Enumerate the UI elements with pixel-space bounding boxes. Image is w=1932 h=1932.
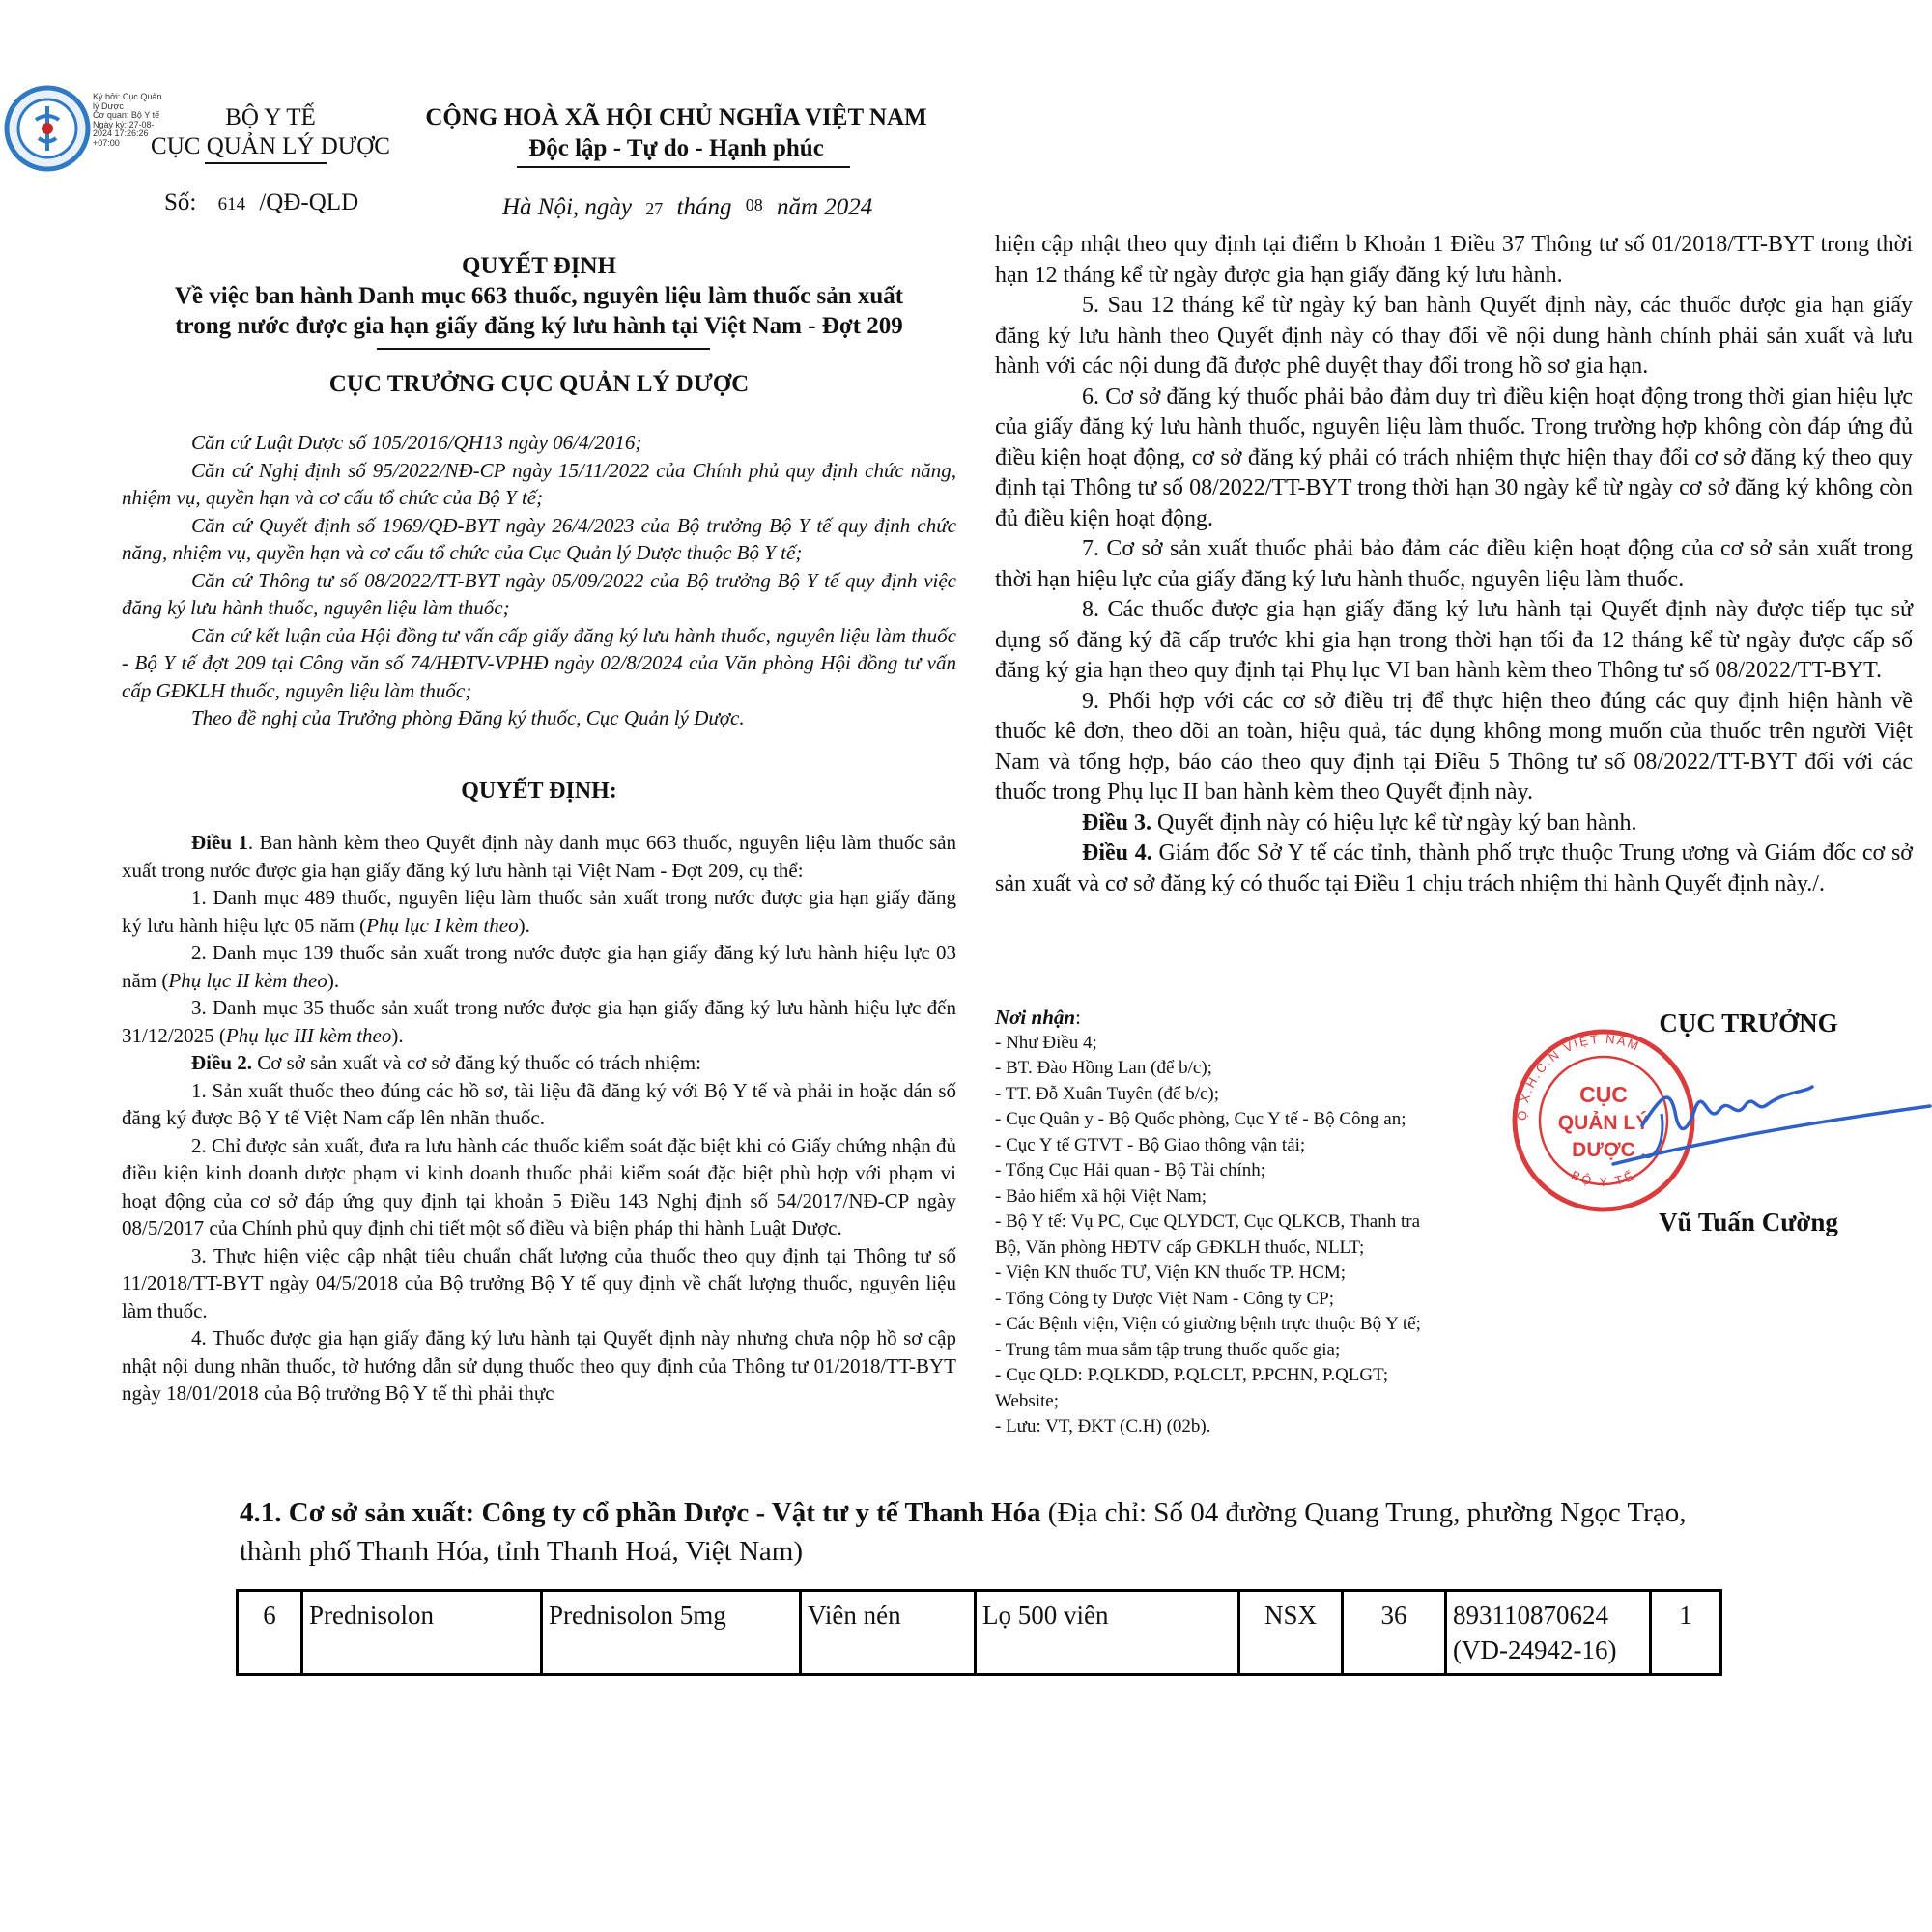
handwritten-signature bbox=[1613, 1087, 1930, 1164]
article-1-item-2: 2. Danh mục 139 thuốc sản xuất trong nước được gia hạn giấy đăng ký lưu hành hiệu lực 03 năm (Phụ lục II kèm theo). bbox=[122, 941, 956, 992]
ground-item: Căn cứ Luật Dược số 105/2016/QH13 ngày 06/4/2016; bbox=[191, 431, 642, 454]
cell-stt: 6 bbox=[238, 1591, 302, 1675]
ground-item: Căn cứ kết luận của Hội đồng tư vấn cấp giấy đăng ký lưu hành thuốc, nguyên liệu làm thuốc - Bộ Y tế đợt 209 tại Công văn số 74/HĐTV-VPHĐ ngày 02/8/2024 của Văn phòng Hội đồng tư vấn cấp GĐKLH thuốc, nguyên liệu làm thuốc; bbox=[122, 623, 956, 702]
article-1-item-1: 1. Danh mục 489 thuốc, nguyên liệu làm thuốc sản xuất trong nước được gia hạn giấy đăng ký lưu hành hiệu lực 05 năm (Phụ lục I kèm theo). bbox=[122, 886, 956, 937]
recipient-item: Website; bbox=[995, 1390, 1060, 1411]
recipient-item: - Lưu: VT, ĐKT (C.H) (02b). bbox=[995, 1416, 1211, 1436]
drug-table bbox=[236, 1589, 1722, 1676]
article-2-item-4-cont: hiện cập nhật theo quy định tại điểm b Khoản 1 Điều 37 Thông tư số 01/2018/TT-BYT trong thời hạn 12 tháng kể từ ngày được gia hạn giấy đăng ký lưu hành. bbox=[995, 232, 1913, 288]
stamp-arc-text: BỘ Y TẾ bbox=[1569, 1167, 1638, 1190]
recipient-item: - TT. Đỗ Xuân Tuyên (để b/c); bbox=[995, 1083, 1220, 1104]
table-row bbox=[238, 1591, 1721, 1675]
cell-standard: NSX bbox=[1239, 1591, 1343, 1675]
recipient-item: - Bộ Y tế: Vụ PC, Cục QLYDCT, Cục QLKCB, Thanh tra bbox=[995, 1211, 1420, 1232]
recipient-item: - Bảo hiểm xã hội Việt Nam; bbox=[995, 1185, 1208, 1207]
article-2-item: 7. Cơ sở sản xuất thuốc phải bảo đảm các điều kiện hoạt động của cơ sở sản xuất trong thời hạn hiệu lực của giấy đăng ký lưu hành thuốc, nguyên liệu làm thuốc. bbox=[995, 536, 1913, 592]
article-1: Điều 1. Ban hành kèm theo Quyết định này danh mục 663 thuốc, nguyên liệu làm thuốc sản xuất trong nước được gia hạn giấy đăng ký lưu hành tại Việt Nam - Đợt 209, cụ thể: bbox=[122, 831, 957, 882]
stamp-arc-text: Ộ X.H.C.N VIỆT NAM bbox=[1514, 1031, 1643, 1122]
authority-title: CỤC TRƯỞNG CỤC QUẢN LÝ DƯỢC bbox=[328, 371, 750, 397]
article-2-item: 5. Sau 12 tháng kể từ ngày ký ban hành Quyết định này, các thuốc được gia hạn giấy đăng ký lưu hành theo Quyết định này có thay đổi về nội dung hành chính phải sản xuất và lưu hành với các nội dung đã được phê duyệt thay đổi trong hồ sơ gia hạn. bbox=[995, 293, 1913, 379]
ground-item: Căn cứ Quyết định số 1969/QĐ-BYT ngày 26/4/2023 của Bộ trưởng Bộ Y tế quy định chức năng, nhiệm vụ, quyền hạn và cơ cấu tổ chức của Cục Quản lý Dược thuộc Bộ Y tế; bbox=[122, 513, 956, 564]
decision-title: QUYẾT ĐỊNH Về việc ban hành Danh mục 663 thuốc, nguyên liệu làm thuốc sản xuất trong nước được gia hạn giấy đăng ký lưu hành tại Việt Nam - Đợt 209 bbox=[174, 253, 904, 339]
cell-ingredient: Prednisolon 5mg bbox=[542, 1591, 801, 1675]
manufacturer-section bbox=[240, 1493, 1727, 1571]
recipient-item: - Cục Quân y - Bộ Quốc phòng, Cục Y tế - Bộ Công an; bbox=[995, 1109, 1406, 1129]
articles-left bbox=[122, 829, 956, 1407]
ground-item: Căn cứ Nghị định số 95/2022/NĐ-CP ngày 15/11/2022 của Chính phủ quy định chức năng, nhiệm vụ, quyền hạn và cơ cấu tổ chức của Bộ Y tế; bbox=[122, 458, 956, 509]
article-2-item: 3. Thực hiện việc cập nhật tiêu chuẩn chất lượng của thuốc theo quy định tại Thông tư số 11/2018/TT-BYT ngày 04/5/2018 của Bộ trưởng Bộ Y tế quy định về chất lượng thuốc, nguyên liệu làm thuốc. bbox=[122, 1243, 956, 1322]
document-number: Số: 614 /QĐ-QLD bbox=[164, 189, 359, 215]
signer-name: Vũ Tuấn Cường bbox=[1659, 1208, 1838, 1236]
article-2-item: 9. Phối hợp với các cơ sở điều trị để thực hiện theo đúng các quy định hiện hành về thuốc kê đơn, theo dõi an toàn, hiệu quả, tác dụng không mong muốn của thuốc trên người Việt Nam và tổng hợp, báo cáo theo quy định tại Điều 5 Thông tư số 08/2022/TT-BYT đối với các thuốc trong Phụ lục II ban hành kèm theo Quyết định này. bbox=[995, 688, 1913, 805]
cell-dosage-form: Viên nén bbox=[801, 1591, 976, 1675]
cell-registration: 893110870624 (VD-24942-16) bbox=[1446, 1591, 1651, 1675]
ground-item: Căn cứ Thông tư số 08/2022/TT-BYT ngày 05/09/2022 của Bộ trưởng Bộ Y tế quy định việc đăng ký lưu hành thuốc, nguyên liệu làm thuốc; bbox=[122, 568, 956, 619]
signer-title: CỤC TRƯỞNG bbox=[1659, 1009, 1838, 1037]
recipient-item: - Tổng Công ty Dược Việt Nam - Công ty CP; bbox=[995, 1288, 1334, 1309]
recipient-item: - Cục Y tế GTVT - Bộ Giao thông vận tải; bbox=[995, 1134, 1306, 1155]
recipient-item: - Các Bệnh viện, Viện có giường bệnh trực thuộc Bộ Y tế; bbox=[995, 1314, 1421, 1334]
recipient-item: - Trung tâm mua sắm tập trung thuốc quốc gia; bbox=[995, 1339, 1341, 1360]
article-4: Điều 4. Giám đốc Sở Y tế các tỉnh, thành phố trực thuộc Trung ương và Giám đốc cơ sở sản xuất và cơ sở đăng ký có thuốc tại Điều 1 chịu trách nhiệm thi hành Quyết định này./. bbox=[995, 840, 1914, 896]
article-2-item: 1. Sản xuất thuốc theo đúng các hồ sơ, tài liệu đã đăng ký với Bộ Y tế và phải in hoặc dán số đăng ký được Bộ Y tế Việt Nam cấp lên nhãn thuốc. bbox=[122, 1078, 956, 1129]
ministry-logo bbox=[4, 85, 91, 172]
nation-motto: Độc lập - Tự do - Hạnh phúc bbox=[528, 135, 824, 161]
article-2-item: 4. Thuốc được gia hạn giấy đăng ký lưu hành tại Quyết định này nhưng chưa nộp hồ sơ cập nhật nội dung nhãn thuốc, tờ hướng dẫn sử dụng thuốc theo quy định của Thông tư 01/2018/TT-BYT ngày 18/01/2018 của Bộ trưởng Bộ Y tế thì phải thực bbox=[122, 1326, 956, 1405]
articles-right bbox=[995, 230, 1913, 899]
department-underline bbox=[205, 162, 327, 164]
manufacturer-heading: 4.1. Cơ sở sản xuất: Công ty cổ phần Dược - Vật tư y tế Thanh Hóa bbox=[240, 1497, 1041, 1528]
issue-date: Hà Nội, ngày 27 tháng 08 năm 2024 bbox=[502, 194, 873, 220]
article-1-item-3: 3. Danh mục 35 thuốc sản xuất trong nước được gia hạn giấy đăng ký lưu hành hiệu lực đến 31/12/2025 (Phụ lục III kèm theo). bbox=[122, 996, 956, 1047]
legal-grounds bbox=[122, 429, 956, 732]
article-2-item: 6. Cơ sở đăng ký thuốc phải bảo đảm duy trì điều kiện hoạt động trong thời gian hiệu lực của giấy đăng ký lưu hành thuốc, nguyên liệu làm thuốc. Trong trường hợp không còn đáp ứng đủ điều kiện hoạt động, cơ sở đăng ký phải có trách nhiệm thực hiện thay đổi cơ sở đăng ký theo quy định tại Thông tư số 08/2022/TT-BYT trong thời hạn 30 ngày kể từ ngày cơ sở đăng ký không còn đủ điều kiện hoạt động. bbox=[995, 384, 1913, 531]
ministry-name: BỘ Y TẾ bbox=[225, 104, 316, 130]
cell-drug-name: Prednisolon bbox=[302, 1591, 542, 1675]
decision-heading: QUYẾT ĐỊNH: bbox=[461, 779, 617, 804]
department-name: CỤC QUẢN LÝ DƯỢC bbox=[151, 133, 390, 159]
article-3: Điều 3. Quyết định này có hiệu lực kể từ ngày ký ban hành. bbox=[1082, 810, 1637, 836]
motto-underline bbox=[517, 166, 850, 168]
ground-item: Theo đề nghị của Trưởng phòng Đăng ký thuốc, Cục Quản lý Dược. bbox=[191, 706, 745, 729]
recipient-item: Bộ, Văn phòng HĐTV cấp GĐKLH thuốc, NLLT; bbox=[995, 1236, 1365, 1258]
cell-batch: 1 bbox=[1651, 1591, 1721, 1675]
cell-packaging: Lọ 500 viên bbox=[976, 1591, 1239, 1675]
recipients-heading: Nơi nhận bbox=[995, 1006, 1076, 1029]
title-underline bbox=[377, 348, 710, 350]
stamp-text: QUẢN LÝ bbox=[1557, 1112, 1650, 1134]
cell-shelf-life: 36 bbox=[1343, 1591, 1446, 1675]
recipients-list: Nơi nhận: - Như Điều 4; - BT. Đào Hồng Lan (để b/c); - TT. Đỗ Xuân Tuyên (để b/c); - Cục Quân y - Bộ Quốc phòng, Cục Y tế - Bộ Công an; - Cục Y tế GTVT - Bộ Giao thông vận tải; - Tổng Cục Hải quan - Bộ Tài chính; - Bảo hiểm xã hội Việt Nam; - Bộ Y tế: Vụ PC, Cục QLYDCT, Cục QLKCB, Thanh tra Bộ, Văn phòng HĐTV cấp GĐKLH thuốc, NLLT; - Viện KN thuốc TƯ, Viện KN thuốc TP. HCM; - Tổng Công ty Dược Việt Nam - Công ty CP; - Các Bệnh viện, Viện có giường bệnh trực thuộc Bộ Y tế; - Trung tâm mua sắm tập trung thuốc quốc gia; - Cục QLD: P.QLKDD, P.QLCLT, P.PCHN, P.QLGT; Website; - Lưu: VT, ĐKT (C.H) (02b). bbox=[995, 1005, 1536, 1440]
article-2-item: 2. Chỉ được sản xuất, đưa ra lưu hành các thuốc kiểm soát đặc biệt khi có Giấy chứng nhận đủ điều kiện kinh doanh dược phạm vi kinh doanh thuốc phải kiểm soát đặc biệt phù hợp với phạm vi hoạt động của cơ sở đáp ứng quy định tại khoản 5 Điều 143 Nghị định số 54/2017/NĐ-CP ngày 08/5/2017 của Chính phủ quy định chi tiết một số điều và biện pháp thi hành Luật Dược. bbox=[122, 1133, 956, 1239]
manufacturer-address: (Địa chỉ: Số 04 đường Quang Trung, phường Ngọc Trạo, thành phố Thanh Hóa, tỉnh Thanh Hoá, Việt Nam) bbox=[240, 1497, 1687, 1567]
article-2: Điều 2. Cơ sở sản xuất và cơ sở đăng ký thuốc có trách nhiệm: bbox=[191, 1051, 701, 1074]
svg-text:BỘ Y TẾ bbox=[1569, 1168, 1637, 1190]
recipient-item: - Cục QLD: P.QLKDD, P.QLCLT, P.PCHN, P.QLGT; bbox=[995, 1365, 1388, 1385]
recipient-item: - Viện KN thuốc TƯ, Viện KN thuốc TP. HCM; bbox=[995, 1263, 1347, 1283]
stamp-text: CỤC bbox=[1579, 1082, 1628, 1107]
digital-sign-meta: Ký bởi: Cục Quản lý Dược Cơ quan: Bộ Y tế Ngày ký: 27-08- 2024 17:26:26 +07:00 bbox=[93, 92, 162, 148]
article-2-item: 8. Các thuốc được gia hạn giấy đăng ký lưu hành tại Quyết định này được tiếp tục sử dụng số đăng ký đã cấp trước khi gia hạn trong thời hạn tối đa 12 tháng kể từ ngày được cấp số đăng ký gia hạn theo quy định tại Phụ lục VI ban hành kèm theo Thông tư số 08/2022/TT-BYT. bbox=[995, 597, 1913, 683]
recipient-item: - Như Điều 4; bbox=[995, 1032, 1097, 1053]
recipient-item: - Tổng Cục Hải quan - Bộ Tài chính; bbox=[995, 1160, 1266, 1180]
recipient-item: - BT. Đào Hồng Lan (để b/c); bbox=[995, 1058, 1212, 1078]
svg-text:Ộ X.H.C.N VIỆT NAM bbox=[1515, 1032, 1642, 1121]
stamp-text: DƯỢC bbox=[1572, 1139, 1635, 1161]
official-stamp bbox=[1497, 1019, 1932, 1222]
nation-name: CỘNG HOÀ XÃ HỘI CHỦ NGHĨA VIỆT NAM bbox=[425, 104, 927, 130]
